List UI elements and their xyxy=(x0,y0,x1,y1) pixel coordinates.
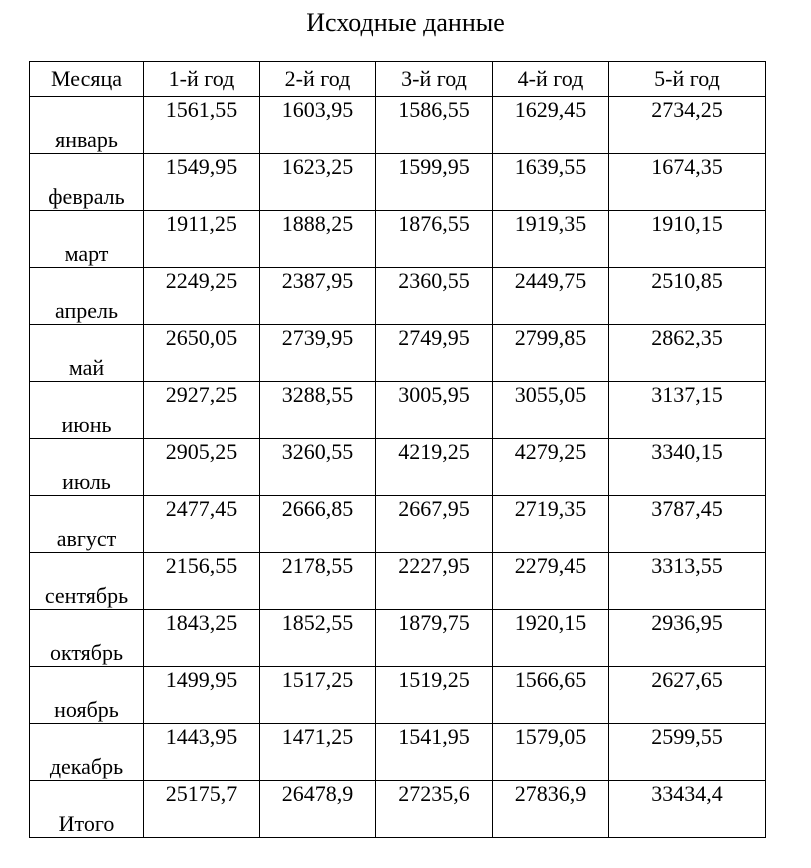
month-cell: июнь xyxy=(30,382,144,439)
value-cell-year-5: 1910,15 xyxy=(609,211,766,268)
value-cell-year-1: 2477,45 xyxy=(144,496,260,553)
column-header-year-1: 1-й год xyxy=(144,62,260,97)
value-cell-year-2: 1852,55 xyxy=(260,610,376,667)
value-cell-year-1: 1843,25 xyxy=(144,610,260,667)
value-cell-year-3: 2360,55 xyxy=(376,268,493,325)
value-cell-year-4: 2719,35 xyxy=(493,496,609,553)
month-cell: ноябрь xyxy=(30,667,144,724)
column-header-year-4: 4-й год xyxy=(493,62,609,97)
value-cell-year-4: 1920,15 xyxy=(493,610,609,667)
month-cell: апрель xyxy=(30,268,144,325)
value-cell-year-2: 2178,55 xyxy=(260,553,376,610)
value-cell-year-4: 2799,85 xyxy=(493,325,609,382)
value-cell-year-3: 1876,55 xyxy=(376,211,493,268)
value-cell-year-5: 2862,35 xyxy=(609,325,766,382)
value-cell-year-3: 2749,95 xyxy=(376,325,493,382)
month-cell: август xyxy=(30,496,144,553)
table-row xyxy=(30,154,766,211)
value-cell-year-4: 1639,55 xyxy=(493,154,609,211)
table-row xyxy=(30,268,766,325)
value-cell-year-2: 2387,95 xyxy=(260,268,376,325)
value-cell-year-1: 2927,25 xyxy=(144,382,260,439)
value-cell-year-3: 1519,25 xyxy=(376,667,493,724)
value-cell-year-1: 1911,25 xyxy=(144,211,260,268)
column-header-year-5: 5-й год xyxy=(609,62,766,97)
value-cell-year-5: 2510,85 xyxy=(609,268,766,325)
value-cell-year-1: 1499,95 xyxy=(144,667,260,724)
value-cell-year-3: 1599,95 xyxy=(376,154,493,211)
value-cell-year-3: 27235,6 xyxy=(376,781,493,838)
value-cell-year-1: 1561,55 xyxy=(144,97,260,154)
month-cell: январь xyxy=(30,97,144,154)
value-cell-year-3: 2667,95 xyxy=(376,496,493,553)
value-cell-year-2: 3288,55 xyxy=(260,382,376,439)
value-cell-year-4: 1566,65 xyxy=(493,667,609,724)
value-cell-year-3: 1586,55 xyxy=(376,97,493,154)
value-cell-year-4: 1919,35 xyxy=(493,211,609,268)
table-row xyxy=(30,382,766,439)
value-cell-year-4: 27836,9 xyxy=(493,781,609,838)
month-cell: март xyxy=(30,211,144,268)
value-cell-year-2: 1623,25 xyxy=(260,154,376,211)
table-row xyxy=(30,211,766,268)
value-cell-year-5: 2936,95 xyxy=(609,610,766,667)
value-cell-year-5: 2627,65 xyxy=(609,667,766,724)
value-cell-year-5: 33434,4 xyxy=(609,781,766,838)
column-header-year-2: 2-й год xyxy=(260,62,376,97)
value-cell-year-1: 2249,25 xyxy=(144,268,260,325)
value-cell-year-5: 3313,55 xyxy=(609,553,766,610)
value-cell-year-2: 3260,55 xyxy=(260,439,376,496)
total-row xyxy=(30,781,766,838)
month-cell: февраль xyxy=(30,154,144,211)
value-cell-year-5: 2599,55 xyxy=(609,724,766,781)
value-cell-year-5: 3340,15 xyxy=(609,439,766,496)
table-header-row xyxy=(30,62,766,97)
value-cell-year-1: 1443,95 xyxy=(144,724,260,781)
table-row xyxy=(30,496,766,553)
value-cell-year-4: 2279,45 xyxy=(493,553,609,610)
value-cell-year-4: 2449,75 xyxy=(493,268,609,325)
value-cell-year-4: 1579,05 xyxy=(493,724,609,781)
value-cell-year-3: 2227,95 xyxy=(376,553,493,610)
value-cell-year-1: 2156,55 xyxy=(144,553,260,610)
data-table xyxy=(29,61,766,838)
table-row xyxy=(30,325,766,382)
value-cell-year-2: 1517,25 xyxy=(260,667,376,724)
value-cell-year-5: 3787,45 xyxy=(609,496,766,553)
value-cell-year-5: 1674,35 xyxy=(609,154,766,211)
month-cell: декабрь xyxy=(30,724,144,781)
value-cell-year-2: 1471,25 xyxy=(260,724,376,781)
month-cell: Итого xyxy=(30,781,144,838)
table-row xyxy=(30,439,766,496)
month-cell: июль xyxy=(30,439,144,496)
value-cell-year-5: 2734,25 xyxy=(609,97,766,154)
value-cell-year-3: 1541,95 xyxy=(376,724,493,781)
table-row xyxy=(30,610,766,667)
month-cell: май xyxy=(30,325,144,382)
value-cell-year-2: 2666,85 xyxy=(260,496,376,553)
column-header-year-3: 3-й год xyxy=(376,62,493,97)
value-cell-year-2: 26478,9 xyxy=(260,781,376,838)
value-cell-year-5: 3137,15 xyxy=(609,382,766,439)
column-header-month: Месяца xyxy=(30,62,144,97)
value-cell-year-3: 3005,95 xyxy=(376,382,493,439)
table-body xyxy=(30,97,766,838)
table-row xyxy=(30,667,766,724)
table-row xyxy=(30,97,766,154)
value-cell-year-2: 1888,25 xyxy=(260,211,376,268)
value-cell-year-2: 1603,95 xyxy=(260,97,376,154)
value-cell-year-4: 1629,45 xyxy=(493,97,609,154)
value-cell-year-2: 2739,95 xyxy=(260,325,376,382)
value-cell-year-3: 1879,75 xyxy=(376,610,493,667)
value-cell-year-3: 4219,25 xyxy=(376,439,493,496)
value-cell-year-1: 2905,25 xyxy=(144,439,260,496)
month-cell: сентябрь xyxy=(30,553,144,610)
value-cell-year-1: 25175,7 xyxy=(144,781,260,838)
value-cell-year-1: 2650,05 xyxy=(144,325,260,382)
month-cell: октябрь xyxy=(30,610,144,667)
table-row xyxy=(30,724,766,781)
value-cell-year-4: 4279,25 xyxy=(493,439,609,496)
table-row xyxy=(30,553,766,610)
value-cell-year-1: 1549,95 xyxy=(144,154,260,211)
value-cell-year-4: 3055,05 xyxy=(493,382,609,439)
page-title: Исходные данные xyxy=(306,8,505,37)
